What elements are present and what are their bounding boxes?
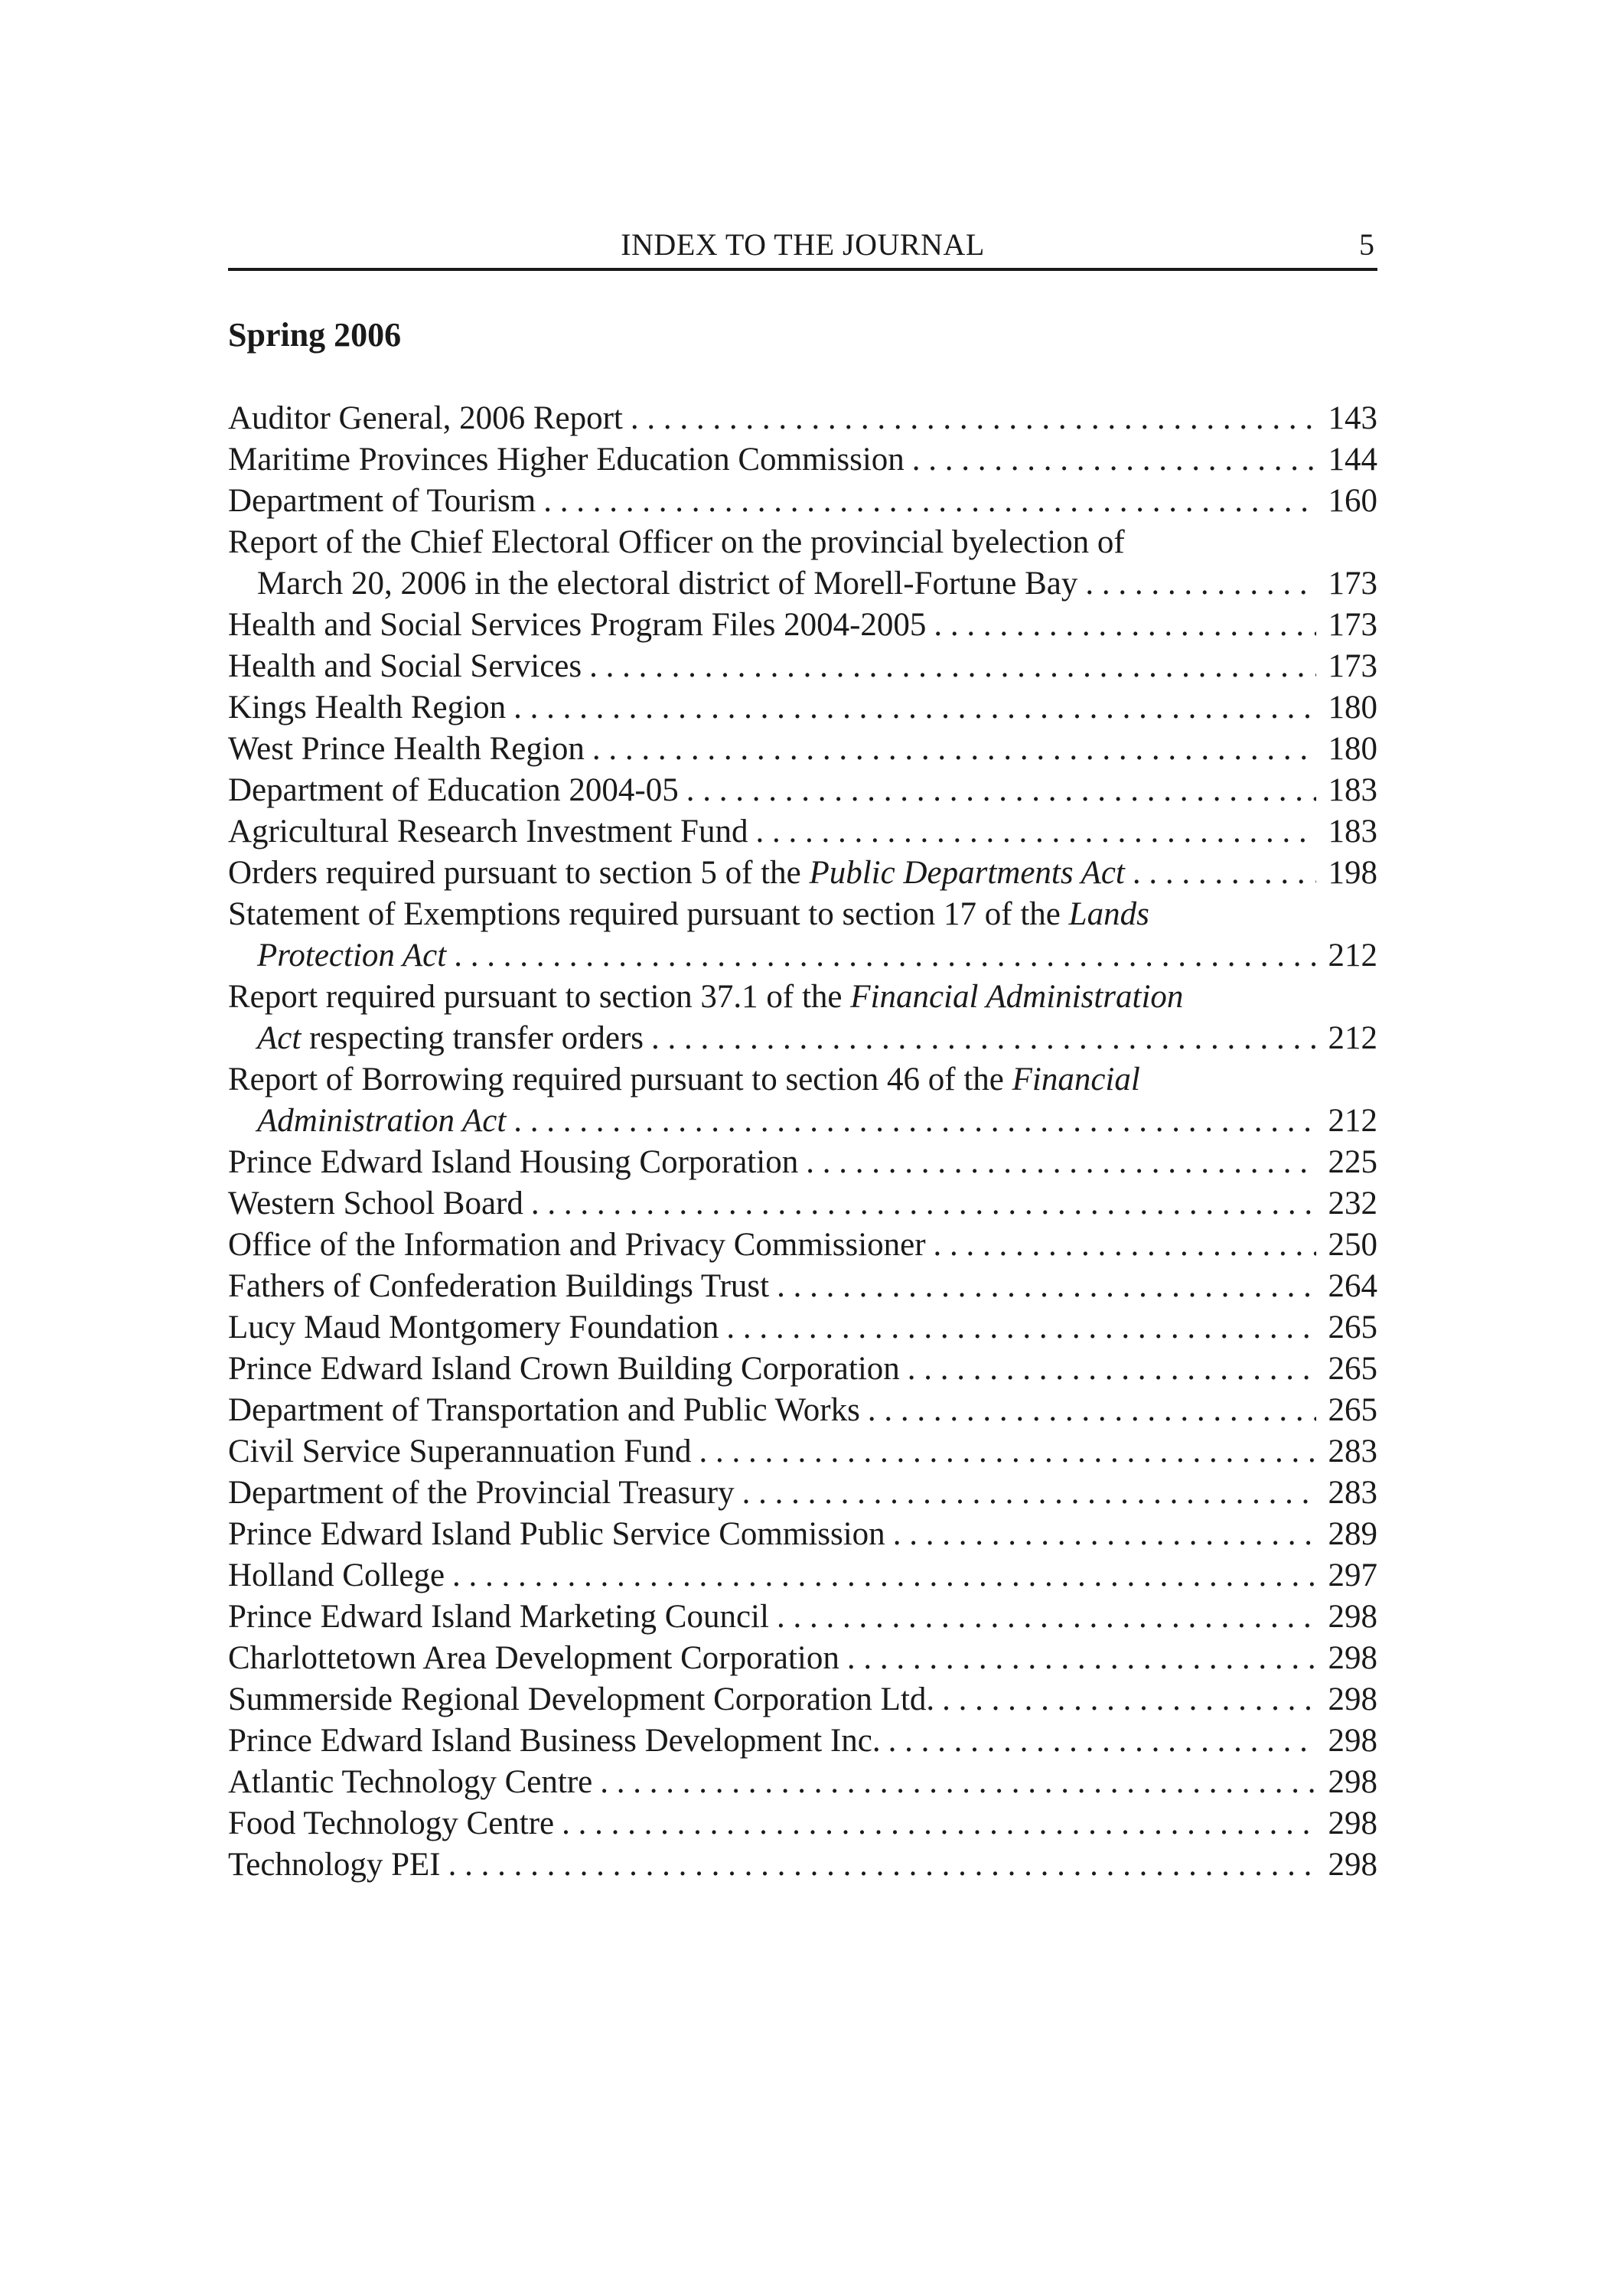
index-entries-list bbox=[228, 398, 1377, 1886]
index-entry-title bbox=[228, 1638, 839, 1679]
index-entry bbox=[228, 1638, 1377, 1679]
index-entry bbox=[228, 1720, 1377, 1762]
index-entry-title bbox=[228, 1349, 900, 1390]
index-entry-text: Maritime Provinces Higher Education Commission bbox=[228, 442, 905, 478]
index-entry-page-number: 183 bbox=[1328, 772, 1377, 808]
index-entry-page-number: 298 bbox=[1328, 1764, 1377, 1800]
index-entry-title bbox=[228, 439, 905, 481]
index-entry-title bbox=[228, 398, 623, 439]
index-entry-text: Orders required pursuant to section 5 of the bbox=[228, 855, 810, 891]
index-entry-page-number: 298 bbox=[1328, 1681, 1377, 1717]
dot-leader bbox=[934, 1225, 1316, 1266]
index-entry-line bbox=[228, 1514, 1377, 1555]
index-entry-page-number: 160 bbox=[1328, 483, 1377, 519]
dot-leader bbox=[1085, 563, 1316, 605]
index-entry-page-number: 264 bbox=[1328, 1268, 1377, 1304]
index-entry-text: Statement of Exemptions required pursuant to section 17 of the bbox=[228, 896, 1069, 932]
index-entry-act-title: Financial bbox=[1012, 1062, 1140, 1097]
dot-leader bbox=[562, 1803, 1316, 1844]
index-entry-line bbox=[228, 729, 1377, 770]
dot-leader bbox=[908, 1349, 1316, 1390]
index-entry-page-number: 298 bbox=[1328, 1805, 1377, 1841]
index-entry-page-number: 144 bbox=[1328, 442, 1377, 478]
index-entry bbox=[228, 398, 1377, 439]
index-entry bbox=[228, 1762, 1377, 1803]
index-entry-title bbox=[228, 646, 582, 687]
index-entry-title bbox=[228, 1390, 860, 1431]
index-entry-title bbox=[228, 1431, 692, 1473]
dot-leader bbox=[454, 935, 1316, 977]
dot-leader bbox=[513, 687, 1316, 729]
index-entry-line bbox=[228, 687, 1377, 729]
index-entry-text: Fathers of Confederation Buildings Trust bbox=[228, 1268, 770, 1304]
dot-leader bbox=[686, 770, 1316, 811]
dot-leader bbox=[742, 1473, 1316, 1514]
index-entry-line bbox=[228, 481, 1377, 522]
index-entry-title bbox=[257, 1101, 506, 1142]
index-entry bbox=[228, 687, 1377, 729]
index-entry-page-number: 173 bbox=[1328, 648, 1377, 684]
index-entry bbox=[228, 1473, 1377, 1514]
dot-leader bbox=[1133, 853, 1316, 894]
section-heading: Spring 2006 bbox=[228, 316, 402, 354]
index-entry-title bbox=[228, 1555, 445, 1596]
index-entry bbox=[228, 1431, 1377, 1473]
index-entry-text: Report of the Chief Electoral Officer on the provincial byelection of bbox=[228, 524, 1125, 560]
index-entry-line bbox=[228, 1473, 1377, 1514]
index-entry-text: Department of Tourism bbox=[228, 483, 536, 519]
index-entry-line bbox=[228, 1307, 1377, 1349]
index-entry-act-title: Public Departments Act bbox=[809, 855, 1125, 891]
index-entry-line bbox=[228, 1349, 1377, 1390]
index-entry-title bbox=[228, 1266, 769, 1307]
index-entry-title bbox=[228, 1720, 881, 1762]
index-entry-title bbox=[228, 1596, 769, 1638]
index-entry-title bbox=[228, 729, 585, 770]
dot-leader bbox=[452, 1555, 1316, 1596]
index-entry-line bbox=[228, 935, 1377, 977]
index-entry bbox=[228, 1183, 1377, 1225]
index-entry bbox=[228, 1596, 1377, 1638]
index-entry-page-number: 212 bbox=[1328, 938, 1377, 974]
dot-leader bbox=[600, 1762, 1316, 1803]
dot-leader bbox=[755, 811, 1316, 853]
index-entry-title bbox=[228, 1844, 441, 1886]
index-entry-text: Department of Education 2004-05 bbox=[228, 772, 679, 808]
index-entry-text: Food Technology Centre bbox=[228, 1805, 555, 1841]
index-entry-text: Agricultural Research Investment Fund bbox=[228, 814, 748, 850]
index-entry-title bbox=[228, 1473, 735, 1514]
index-entry-text: Western School Board bbox=[228, 1186, 523, 1221]
index-entry-text: Auditor General, 2006 Report bbox=[228, 400, 623, 436]
index-entry-line bbox=[228, 1101, 1377, 1142]
index-entry bbox=[228, 1307, 1377, 1349]
dot-leader bbox=[888, 1720, 1316, 1762]
index-entry-text: Technology PEI bbox=[228, 1847, 441, 1883]
index-entry bbox=[228, 1514, 1377, 1555]
page-number: 5 bbox=[1359, 227, 1374, 262]
index-entry-line bbox=[228, 1596, 1377, 1638]
index-entry-title bbox=[228, 853, 1125, 894]
index-entry-title bbox=[228, 1183, 523, 1225]
index-entry-text: Report required pursuant to section 37.1 of the bbox=[228, 979, 851, 1015]
dot-leader bbox=[651, 1018, 1316, 1059]
index-entry-line bbox=[228, 811, 1377, 853]
index-entry-text: Health and Social Services bbox=[228, 648, 582, 684]
index-entry-text: Civil Service Superannuation Fund bbox=[228, 1433, 692, 1469]
index-entry-text: Charlottetown Area Development Corporation bbox=[228, 1640, 839, 1676]
dot-leader bbox=[543, 481, 1316, 522]
index-entry bbox=[228, 1059, 1377, 1142]
index-entry-line bbox=[228, 1762, 1377, 1803]
index-entry-text: Holland College bbox=[228, 1557, 445, 1593]
index-entry bbox=[228, 1266, 1377, 1307]
index-entry-title bbox=[228, 481, 536, 522]
index-entry-line bbox=[228, 1183, 1377, 1225]
index-entry-title bbox=[228, 1679, 934, 1720]
index-entry-page-number: 232 bbox=[1328, 1186, 1377, 1221]
index-entry-title bbox=[228, 1762, 592, 1803]
dot-leader bbox=[893, 1514, 1316, 1555]
index-entry-text: Office of the Information and Privacy Commissioner bbox=[228, 1227, 926, 1263]
index-entry bbox=[228, 439, 1377, 481]
index-entry-page-number: 297 bbox=[1328, 1557, 1377, 1593]
running-header-title: INDEX TO THE JOURNAL bbox=[621, 227, 985, 262]
index-entry bbox=[228, 1225, 1377, 1266]
index-entry-text: Atlantic Technology Centre bbox=[228, 1764, 593, 1800]
index-entry-line bbox=[228, 439, 1377, 481]
index-entry bbox=[228, 1844, 1377, 1886]
index-entry-title bbox=[228, 605, 926, 646]
index-entry-line bbox=[228, 853, 1377, 894]
index-entry-line bbox=[228, 1844, 1377, 1886]
index-entry-first-line bbox=[228, 1059, 1377, 1101]
index-entry-page-number: 283 bbox=[1328, 1475, 1377, 1511]
index-entry-title bbox=[228, 1142, 798, 1183]
index-entry-page-number: 180 bbox=[1328, 690, 1377, 726]
index-entry-text: March 20, 2006 in the electoral district of Morell-Fortune Bay bbox=[257, 566, 1078, 602]
index-entry bbox=[228, 646, 1377, 687]
index-entry-title bbox=[228, 1803, 554, 1844]
index-entry-line bbox=[228, 1720, 1377, 1762]
index-entry bbox=[228, 977, 1377, 1059]
dot-leader bbox=[806, 1142, 1316, 1183]
index-entry-line bbox=[228, 1431, 1377, 1473]
index-entry-line bbox=[228, 770, 1377, 811]
index-entry-line bbox=[228, 1803, 1377, 1844]
index-entry bbox=[228, 1803, 1377, 1844]
index-entry-text: Prince Edward Island Housing Corporation bbox=[228, 1144, 799, 1180]
index-entry-title bbox=[228, 811, 748, 853]
index-entry-title bbox=[257, 935, 446, 977]
index-entry-page-number: 198 bbox=[1328, 855, 1377, 891]
dot-leader bbox=[631, 398, 1316, 439]
index-entry-line bbox=[228, 646, 1377, 687]
index-entry-title bbox=[228, 1225, 926, 1266]
index-entry bbox=[228, 1349, 1377, 1390]
dot-leader bbox=[777, 1596, 1316, 1638]
dot-leader bbox=[592, 729, 1316, 770]
dot-leader bbox=[699, 1431, 1316, 1473]
index-entry-title bbox=[228, 1307, 719, 1349]
index-entry-title bbox=[257, 1018, 644, 1059]
dot-leader bbox=[868, 1390, 1316, 1431]
index-entry-text: Prince Edward Island Business Development Inc. bbox=[228, 1723, 881, 1759]
index-entry-line bbox=[228, 398, 1377, 439]
index-entry-line bbox=[228, 1142, 1377, 1183]
page-header bbox=[228, 223, 1377, 271]
index-entry-page-number: 283 bbox=[1328, 1433, 1377, 1469]
index-entry bbox=[228, 1679, 1377, 1720]
index-entry-text: West Prince Health Region bbox=[228, 731, 585, 767]
index-entry-act-title: Lands bbox=[1068, 896, 1149, 932]
index-entry-text: Prince Edward Island Marketing Council bbox=[228, 1599, 769, 1635]
index-entry bbox=[228, 1555, 1377, 1596]
index-entry-title bbox=[228, 1514, 885, 1555]
index-entry bbox=[228, 894, 1377, 977]
index-entry-first-line bbox=[228, 522, 1377, 563]
dot-leader bbox=[726, 1307, 1316, 1349]
index-entry-page-number: 143 bbox=[1328, 400, 1377, 436]
index-entry-page-number: 173 bbox=[1328, 607, 1377, 643]
index-entry-text: Health and Social Services Program Files 2004-2005 bbox=[228, 607, 927, 643]
index-entry-line bbox=[228, 1390, 1377, 1431]
index-entry-page-number: 298 bbox=[1328, 1640, 1377, 1676]
index-entry-text: respecting transfer orders bbox=[301, 1020, 644, 1056]
dot-leader bbox=[448, 1844, 1316, 1886]
index-entry-title bbox=[228, 687, 506, 729]
index-entry bbox=[228, 853, 1377, 894]
index-entry-act-title: Administration Act bbox=[257, 1103, 507, 1139]
index-entry bbox=[228, 605, 1377, 646]
dot-leader bbox=[934, 605, 1316, 646]
index-entry-text: Report of Borrowing required pursuant to section 46 of the bbox=[228, 1062, 1012, 1097]
index-entry bbox=[228, 481, 1377, 522]
dot-leader bbox=[531, 1183, 1316, 1225]
index-entry-page-number: 180 bbox=[1328, 731, 1377, 767]
index-entry-page-number: 265 bbox=[1328, 1309, 1377, 1345]
index-entry-text: Department of the Provincial Treasury bbox=[228, 1475, 735, 1511]
dot-leader bbox=[942, 1679, 1316, 1720]
index-entry-page-number: 289 bbox=[1328, 1516, 1377, 1552]
index-entry-line bbox=[228, 1679, 1377, 1720]
dot-leader bbox=[912, 439, 1316, 481]
index-entry-page-number: 212 bbox=[1328, 1103, 1377, 1139]
index-entry-text: Department of Transportation and Public Works bbox=[228, 1392, 860, 1428]
index-entry-line bbox=[228, 1266, 1377, 1307]
index-entry-act-title: Protection Act bbox=[257, 938, 447, 974]
index-entry-line bbox=[228, 1555, 1377, 1596]
index-entry bbox=[228, 1390, 1377, 1431]
index-entry-title bbox=[257, 563, 1077, 605]
index-entry-page-number: 298 bbox=[1328, 1847, 1377, 1883]
index-entry bbox=[228, 811, 1377, 853]
index-entry-page-number: 265 bbox=[1328, 1351, 1377, 1387]
index-entry-page-number: 298 bbox=[1328, 1599, 1377, 1635]
index-entry-line bbox=[228, 605, 1377, 646]
index-entry-page-number: 250 bbox=[1328, 1227, 1377, 1263]
index-entry-page-number: 298 bbox=[1328, 1723, 1377, 1759]
index-entry-page-number: 173 bbox=[1328, 566, 1377, 602]
index-entry-line bbox=[228, 1638, 1377, 1679]
index-entry-text: Prince Edward Island Crown Building Corporation bbox=[228, 1351, 900, 1387]
index-entry-first-line bbox=[228, 894, 1377, 935]
index-entry-page-number: 225 bbox=[1328, 1144, 1377, 1180]
index-entry bbox=[228, 1142, 1377, 1183]
index-entry-title bbox=[228, 770, 679, 811]
index-entry-line bbox=[228, 563, 1377, 605]
index-entry-page-number: 265 bbox=[1328, 1392, 1377, 1428]
index-entry-page-number: 212 bbox=[1328, 1020, 1377, 1056]
index-entry-text: Kings Health Region bbox=[228, 690, 507, 726]
index-entry-line bbox=[228, 1018, 1377, 1059]
index-entry-act-title: Act bbox=[257, 1020, 302, 1056]
index-entry bbox=[228, 522, 1377, 605]
index-entry bbox=[228, 729, 1377, 770]
dot-leader bbox=[847, 1638, 1316, 1679]
dot-leader bbox=[777, 1266, 1316, 1307]
index-entry-page-number: 183 bbox=[1328, 814, 1377, 850]
index-entry bbox=[228, 770, 1377, 811]
index-entry-act-title: Financial Administration bbox=[850, 979, 1184, 1015]
index-entry-text: Lucy Maud Montgomery Foundation bbox=[228, 1309, 719, 1345]
index-entry-text: Summerside Regional Development Corporation Ltd. bbox=[228, 1681, 935, 1717]
index-entry-text: Prince Edward Island Public Service Commission bbox=[228, 1516, 885, 1552]
index-entry-line bbox=[228, 1225, 1377, 1266]
dot-leader bbox=[589, 646, 1316, 687]
index-entry-first-line bbox=[228, 977, 1377, 1018]
dot-leader bbox=[513, 1101, 1316, 1142]
